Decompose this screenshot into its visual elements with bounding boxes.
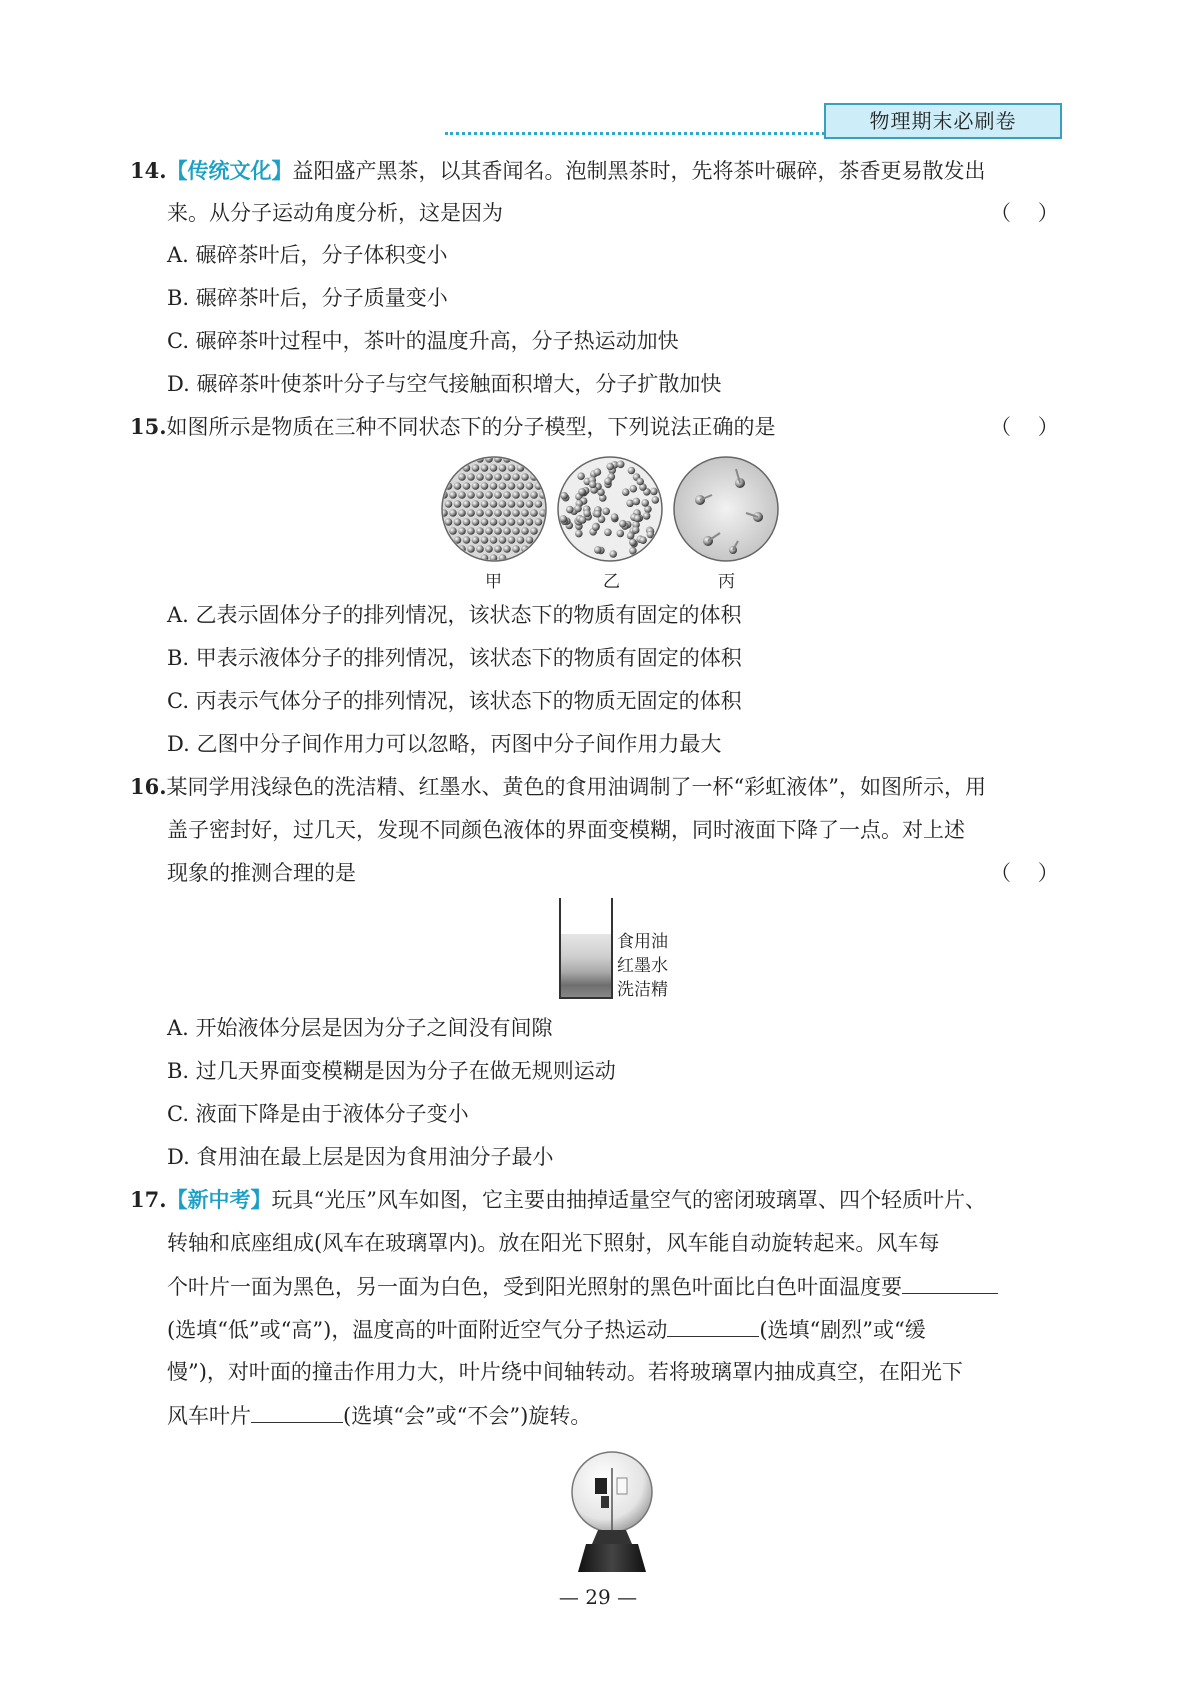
- liquid-molecule: [619, 520, 627, 528]
- q17-line3: [167, 1271, 998, 1302]
- solid-molecule: [494, 545, 502, 553]
- q17-text1: 玩具“光压”风车如图，它主要由抽掉适量空气的密闭玻璃罩、四个轻质叶片、: [271, 1188, 987, 1212]
- q16-option-d: D. 食用油在最上层是因为食用油分子最小: [167, 1145, 554, 1169]
- solid-molecule: [458, 473, 466, 481]
- solid-molecule: [508, 518, 516, 526]
- solid-molecule: [472, 464, 480, 472]
- gas-model-circle: [674, 457, 778, 561]
- solid-molecule: [521, 491, 529, 499]
- q17-blank-1[interactable]: [902, 1271, 998, 1294]
- solid-molecule: [449, 491, 457, 499]
- liquid-molecule: [628, 467, 636, 475]
- solid-molecule: [503, 527, 511, 535]
- solid-molecule: [490, 482, 498, 490]
- solid-molecule: [499, 518, 507, 526]
- q17-line1: [130, 1185, 986, 1215]
- q15-line1: [130, 412, 776, 442]
- solid-molecule: [512, 509, 520, 517]
- molecule-models-figure: [440, 455, 800, 567]
- solid-molecule: [463, 500, 471, 508]
- q16-answer-paren: （ ）: [990, 861, 1059, 885]
- solid-molecule: [472, 536, 480, 544]
- solid-molecule: [476, 473, 484, 481]
- solid-molecule: [476, 491, 484, 499]
- q14-number: 14.: [130, 158, 167, 183]
- header-label: 物理期末必刷卷: [824, 103, 1062, 139]
- page-number: — 29 —: [558, 1585, 638, 1609]
- solid-molecule: [481, 518, 489, 526]
- solid-molecule: [458, 527, 466, 535]
- solid-molecule: [454, 500, 462, 508]
- solid-molecule: [481, 464, 489, 472]
- liquid-molecule: [617, 530, 625, 538]
- liquid-molecule: [594, 510, 602, 518]
- solid-molecule: [508, 482, 516, 490]
- header-dotted-rule: [445, 132, 825, 135]
- solid-molecule: [476, 509, 484, 517]
- solid-molecule: [449, 527, 457, 535]
- solid-molecule: [526, 518, 534, 526]
- solid-molecule: [535, 500, 543, 508]
- liquid-molecule: [633, 498, 641, 506]
- solid-molecule: [512, 545, 520, 553]
- solid-molecule: [499, 536, 507, 544]
- liquid-molecule: [652, 496, 660, 504]
- q17-text6b: (选填“会”或“不会”)旋转。: [343, 1404, 592, 1428]
- solid-molecule: [476, 527, 484, 535]
- solid-molecule: [490, 536, 498, 544]
- liquid-molecule: [632, 526, 640, 534]
- liquid-molecule: [594, 468, 602, 476]
- q16-line3: 现象的推测合理的是: [167, 861, 356, 885]
- solid-molecule: [472, 500, 480, 508]
- liquid-molecule: [583, 510, 591, 518]
- solid-molecule: [467, 473, 475, 481]
- solid-molecule: [535, 518, 543, 526]
- liquid-molecule: [617, 461, 625, 469]
- q14-option-b: B. 碾碎茶叶后，分子质量变小: [167, 286, 448, 310]
- figure-label-jia: 甲: [485, 572, 502, 592]
- solid-molecule: [521, 509, 529, 517]
- solid-molecule: [485, 527, 493, 535]
- solid-molecule: [499, 500, 507, 508]
- q16-line1: [130, 772, 986, 802]
- solid-molecule: [508, 464, 516, 472]
- solid-molecule: [485, 545, 493, 553]
- q16-number: 16.: [130, 774, 167, 799]
- liquid-molecule: [604, 477, 612, 485]
- q14-answer-paren: （ ）: [990, 201, 1059, 225]
- beaker-figure: [556, 898, 616, 1000]
- q17-text6a: 风车叶片: [167, 1404, 251, 1428]
- solid-molecule: [445, 518, 453, 526]
- q14-option-c: C. 碾碎茶叶过程中，茶叶的温度升高，分子热运动加快: [167, 329, 679, 353]
- liquid-molecule: [622, 488, 630, 496]
- solid-molecule: [494, 473, 502, 481]
- q17-line4: [167, 1314, 926, 1345]
- solid-molecule: [485, 491, 493, 499]
- solid-molecule: [458, 491, 466, 499]
- solid-molecule: [521, 473, 529, 481]
- liquid-molecule: [630, 485, 638, 493]
- solid-molecule: [481, 536, 489, 544]
- liquid-molecule: [611, 513, 619, 521]
- solid-molecule: [512, 491, 520, 499]
- layer-label-oil: 食用油: [617, 932, 668, 952]
- q15-option-b: B. 甲表示液体分子的排列情况，该状态下的物质有固定的体积: [167, 646, 742, 670]
- q17-number: 17.: [130, 1187, 167, 1212]
- solid-molecule: [449, 509, 457, 517]
- solid-molecule: [499, 464, 507, 472]
- layer-label-red-ink: 红墨水: [617, 956, 668, 976]
- liquid-molecule: [594, 546, 602, 554]
- solid-molecule: [530, 509, 538, 517]
- solid-molecule: [490, 518, 498, 526]
- q14-text1: 益阳盛产黑茶，以其香闻名。泡制黑茶时，先将茶叶碾碎，茶香更易散发出: [292, 159, 986, 183]
- liquid-molecule: [643, 512, 651, 520]
- q16-option-a: A. 开始液体分层是因为分子之间没有间隙: [167, 1016, 553, 1040]
- solid-molecule: [445, 500, 453, 508]
- q16-option-c: C. 液面下降是由于液体分子变小: [167, 1102, 469, 1126]
- liquid-molecule: [650, 488, 658, 496]
- q16-line2: 盖子密封好，过几天，发现不同颜色液体的界面变模糊，同时液面下降了一点。对上述: [167, 818, 965, 842]
- q15-option-d: D. 乙图中分子间作用力可以忽略，丙图中分子间作用力最大: [167, 732, 722, 756]
- q15-number: 15.: [130, 414, 167, 439]
- q14-option-d: D. 碾碎茶叶使茶叶分子与空气接触面积增大，分子扩散加快: [167, 372, 722, 396]
- liquid-molecule: [627, 532, 635, 540]
- liquid-molecule: [579, 516, 587, 524]
- layer-label-detergent: 洗洁精: [617, 980, 668, 1000]
- liquid-molecule: [609, 550, 617, 558]
- q14-option-a: A. 碾碎茶叶后，分子体积变小: [167, 243, 448, 267]
- q17-blank-3[interactable]: [251, 1400, 343, 1423]
- q17-text3: 个叶片一面为黑色，另一面为白色，受到阳光照射的黑色叶面比白色叶面温度要: [167, 1275, 902, 1299]
- q17-blank-2[interactable]: [667, 1314, 759, 1337]
- q16-text1: 某同学用浅绿色的洗洁精、红墨水、黄色的食用油调制了一杯“彩虹液体”，如图所示，用: [166, 775, 987, 799]
- q14-line2: 来。从分子运动角度分析，这是因为: [167, 201, 503, 225]
- q17-text4a: (选填“低”或“高”)，温度高的叶面附近空气分子热运动: [167, 1318, 668, 1342]
- solid-molecule: [467, 527, 475, 535]
- liquid-molecule: [566, 506, 574, 514]
- solid-molecule: [517, 536, 525, 544]
- solid-model-circle: [440, 455, 547, 562]
- solid-molecule: [499, 482, 507, 490]
- q15-text1: 如图所示是物质在三种不同状态下的分子模型，下列说法正确的是: [166, 415, 776, 439]
- solid-molecule: [503, 509, 511, 517]
- solid-molecule: [494, 509, 502, 517]
- solid-molecule: [517, 482, 525, 490]
- liquid-molecule: [604, 529, 612, 537]
- q17-line2: 转轴和底座组成(风车在玻璃罩内)。放在阳光下照射，风车能自动旋转起来。风车每: [167, 1231, 940, 1255]
- solid-molecule: [494, 491, 502, 499]
- solid-molecule: [508, 500, 516, 508]
- solid-molecule: [508, 536, 516, 544]
- solid-molecule: [517, 500, 525, 508]
- solid-molecule: [463, 518, 471, 526]
- liquid-molecule: [641, 499, 649, 507]
- q15-option-c: C. 丙表示气体分子的排列情况，该状态下的物质无固定的体积: [167, 689, 742, 713]
- solid-molecule: [503, 473, 511, 481]
- solid-molecule: [503, 491, 511, 499]
- solid-molecule: [467, 491, 475, 499]
- liquid-molecule: [560, 515, 568, 523]
- q17-tag: 【新中考】: [166, 1187, 272, 1212]
- solid-molecule: [512, 527, 520, 535]
- solid-molecule: [481, 482, 489, 490]
- solid-molecule: [467, 545, 475, 553]
- radiometer-figure: [560, 1448, 664, 1576]
- solid-molecule: [467, 509, 475, 517]
- liquid-molecule: [606, 463, 614, 471]
- figure-label-yi: 乙: [603, 572, 620, 592]
- solid-molecule: [526, 536, 534, 544]
- solid-molecule: [458, 509, 466, 517]
- liquid-molecule: [636, 478, 644, 486]
- liquid-molecule: [578, 488, 586, 496]
- q17-line5: 慢”)，对叶面的撞击作用力大，叶片绕中间轴转动。若将玻璃罩内抽成真空，在阳光下: [167, 1360, 963, 1384]
- q16-option-b: B. 过几天界面变模糊是因为分子在做无规则运动: [167, 1059, 616, 1083]
- solid-molecule: [463, 536, 471, 544]
- liquid-molecule: [602, 508, 610, 516]
- solid-molecule: [490, 464, 498, 472]
- solid-molecule: [485, 473, 493, 481]
- solid-molecule: [517, 518, 525, 526]
- solid-molecule: [454, 518, 462, 526]
- liquid-molecule: [589, 481, 597, 489]
- figure-label-bing: 丙: [718, 572, 735, 592]
- solid-molecule: [481, 500, 489, 508]
- solid-molecule: [521, 527, 529, 535]
- liquid-molecule: [577, 472, 585, 480]
- solid-molecule: [526, 482, 534, 490]
- solid-molecule: [472, 482, 480, 490]
- solid-molecule: [526, 500, 534, 508]
- solid-molecule: [494, 527, 502, 535]
- q17-line6: [167, 1400, 591, 1431]
- liquid-molecule: [634, 515, 642, 523]
- liquid-molecule: [629, 539, 637, 547]
- solid-molecule: [490, 500, 498, 508]
- liquid-molecule: [574, 505, 582, 513]
- solid-molecule: [512, 473, 520, 481]
- q15-answer-paren: （ ）: [990, 415, 1059, 439]
- solid-molecule: [472, 518, 480, 526]
- solid-molecule: [530, 491, 538, 499]
- liquid-molecule: [592, 523, 600, 531]
- q15-option-a: A. 乙表示固体分子的排列情况，该状态下的物质有固定的体积: [167, 603, 742, 627]
- q14-tag: 【传统文化】: [166, 158, 293, 183]
- solid-molecule: [454, 482, 462, 490]
- liquid-molecule: [575, 530, 583, 538]
- solid-molecule: [476, 545, 484, 553]
- solid-molecule: [503, 545, 511, 553]
- solid-molecule: [485, 509, 493, 517]
- solid-molecule: [463, 482, 471, 490]
- liquid-model-circle: [558, 457, 662, 561]
- q17-text4b: (选填“剧烈”或“缓: [759, 1318, 926, 1342]
- solid-molecule: [530, 527, 538, 535]
- liquid-molecule: [639, 536, 647, 544]
- q14-line1: [130, 156, 986, 186]
